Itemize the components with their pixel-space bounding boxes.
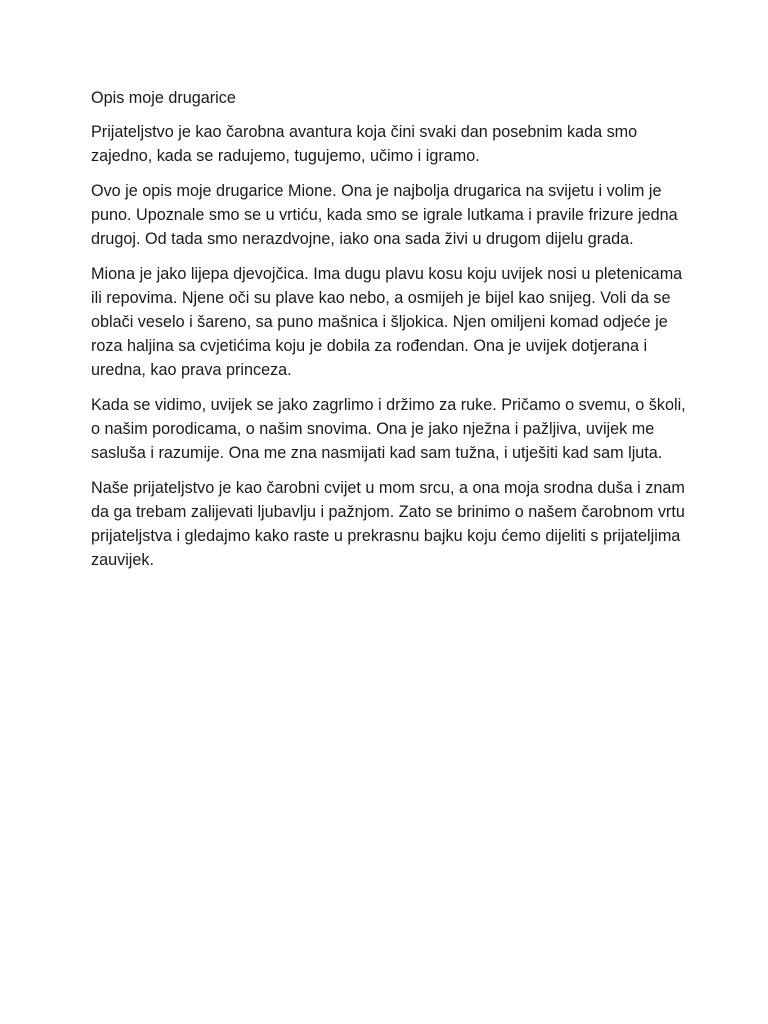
document-body: [91, 86, 691, 583]
paragraph-4: Kada se vidimo, uvijek se jako zagrlimo i držimo za ruke. Pričamo o svemu, o školi, o našim porodicama, o našim snovima. Ona je jako nježna i pažljiva, uvijek me sasluša i razumije. Ona me zna nasmijati kad sam tužna, i utješiti kad sam ljuta.: [91, 396, 686, 462]
paragraph-5: Naše prijateljstvo je kao čarobni cvijet u mom srcu, a ona moja srodna duša i znam da ga trebam zalijevati ljubavlju i pažnjom. Zato se brinimo o našem čarobnom vrtu prijateljstva i gledajmo kako raste u prekrasnu bajku koju ćemo dijeliti s prijateljima zauvijek.: [91, 479, 685, 569]
paragraph-1: Prijateljstvo je kao čarobna avantura koja čini svaki dan posebnim kada smo zajedno, kada se radujemo, tugujemo, učimo i igramo.: [91, 123, 638, 165]
document-title: Opis moje drugarice: [91, 89, 236, 107]
paragraph-3: Miona je jako lijepa djevojčica. Ima dugu plavu kosu koju uvijek nosi u pletenicama ili repovima. Njene oči su plave kao nebo, a osmijeh je bijel kao snijeg. Voli da se oblači veselo i šareno, sa puno mašnica i šljokica. Njen omiljeni komad odjeće je roza haljina sa cvjetićima koju je dobila za rođendan. Ona je uvijek dotjerana i uredna, kao prava princeza.: [91, 265, 683, 379]
paragraph-2: Ovo je opis moje drugarice Mione. Ona je najbolja drugarica na svijetu i volim je puno. Upoznale smo se u vrtiću, kada smo se igrale lutkama i pravile frizure jedna drugoj. Od tada smo nerazdvojne, iako ona sada živi u drugom dijelu grada.: [91, 182, 678, 248]
